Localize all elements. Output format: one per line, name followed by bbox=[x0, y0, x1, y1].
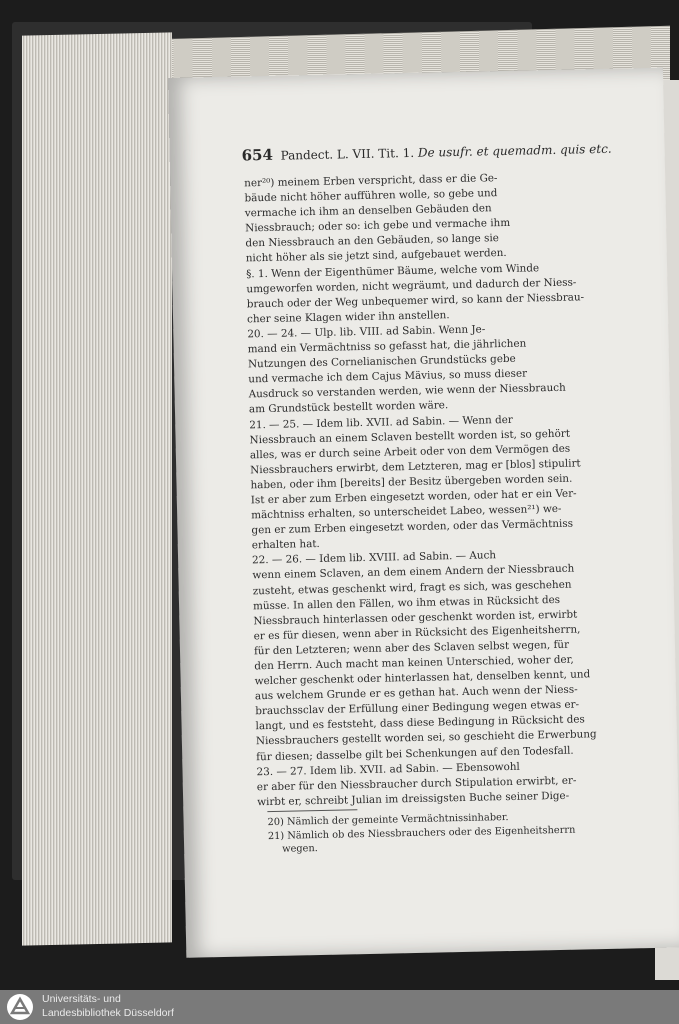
text-line: Niessbrauchers erwirbt, dem Letzteren, mag er [blos] stipulirt bbox=[250, 457, 581, 477]
footnote-21: 21) Nämlich ob des Niessbrauchers oder des Eigenheitsherrn bbox=[267, 824, 576, 842]
text-line: mächtniss erhalten, so unterscheidet Labeo, wessen²¹) we- bbox=[251, 502, 562, 522]
page-number: 654 bbox=[241, 145, 274, 165]
text-line: aus welchem Grunde er es gethan hat. Auch wenn der Niess- bbox=[254, 683, 578, 703]
text-line: Ausdruck so verstanden werden, wie wenn der Niessbrauch bbox=[248, 382, 566, 401]
text-line: alles, was er durch seine Arbeit oder von dem Vermögen des bbox=[249, 442, 571, 462]
text-line: cher seine Klagen wider ihn anstellen. bbox=[246, 308, 450, 326]
text-line: Ist er aber zum Erben eingesetzt worden, oder hat er ein Ver- bbox=[250, 487, 577, 507]
text-line: er aber für den Niessbraucher durch Stipulation erwirbt, er- bbox=[256, 774, 577, 794]
text-line: den Niessbrauch an den Gebäuden, so lange sie bbox=[245, 232, 499, 250]
text-line: Niessbrauchers gestellt worden sei, so geschieht die Erwerbung bbox=[255, 728, 597, 748]
text-line: erhalten hat. bbox=[251, 538, 320, 552]
text-line: den Herrn. Auch macht man keinen Unterschied, woher der, bbox=[254, 653, 574, 673]
text-line: wirbt er, schreibt Julian im dreissigsten Buche seiner Dige- bbox=[257, 789, 570, 809]
text-line: wenn einem Sclaven, an dem einem Andern der Niessbrauch bbox=[252, 563, 575, 582]
text-line: nicht höher als sie jetzt sind, aufgebauet werden. bbox=[245, 247, 507, 265]
text-line: welcher geschenkt oder hinterlassen hat, denselben kennt, und bbox=[254, 668, 591, 688]
text-line: Niessbrauch; oder so: ich gebe und vermache ihm bbox=[245, 217, 511, 235]
text-line: 23. — 27. Idem lib. XVII. ad Sabin. — Ebensowohl bbox=[256, 760, 520, 778]
text-line: Niessbrauch hinterlassen oder geschenkt worden ist, erwirbt bbox=[253, 608, 578, 628]
body-text bbox=[244, 168, 655, 810]
text-line: §. 1. Wenn der Eigenthümer Bäume, welche vom Winde bbox=[245, 261, 540, 280]
text-line: mand ein Vermächtniss so gefasst hat, die jährlichen bbox=[247, 337, 527, 356]
text-line: Niessbrauch an einem Sclaven bestellt worden ist, so gehört bbox=[249, 427, 571, 446]
library-name-line1: Universitäts- und bbox=[42, 993, 121, 1005]
library-footer bbox=[0, 990, 679, 1024]
running-title: Pandect. L. VII. Tit. 1. bbox=[280, 145, 415, 163]
text-line: er es für diesen, wenn aber in Rücksicht des Eigenheitsherrn, bbox=[253, 623, 581, 643]
book-page bbox=[168, 68, 679, 958]
text-line: 21. — 25. — Idem lib. XVII. ad Sabin. — Wenn der bbox=[249, 413, 513, 431]
text-line: am Grundstück bestellt worden wäre. bbox=[248, 399, 449, 416]
text-line: gen er zum Erben eingesetzt worden, oder das Vermächtniss bbox=[251, 517, 574, 537]
text-line: vermache ich ihm an denselben Gebäuden den bbox=[244, 202, 492, 220]
library-name bbox=[42, 993, 174, 1020]
text-line: bäude nicht höher aufführen wolle, so gebe und bbox=[244, 187, 498, 205]
footnotes bbox=[267, 803, 668, 857]
library-name-line2: Landesbibliothek Düsseldorf bbox=[42, 1006, 174, 1019]
page-edges-left bbox=[22, 32, 172, 945]
running-header bbox=[241, 138, 651, 165]
footnote-20: 20) Nämlich der gemeinte Vermächtnissinhaber. bbox=[267, 812, 509, 829]
text-line: langt, und es feststeht, dass diese Bedingung in Rücksicht des bbox=[255, 713, 585, 733]
text-line: brauchssclav der Erfüllung einer Bedingung wegen etwas er- bbox=[255, 698, 580, 718]
text-line: für den Letzteren; wenn aber des Sclaven selbst wegen, für bbox=[253, 638, 570, 658]
text-line: ner²⁰) meinem Erben verspricht, dass er die Ge- bbox=[244, 172, 498, 190]
library-logo-icon bbox=[6, 993, 34, 1021]
text-line: für diesen; dasselbe gilt bei Schenkungen auf den Todesfall. bbox=[256, 744, 574, 763]
text-line: müsse. In allen den Fällen, wo ihm etwas in Rücksicht des bbox=[252, 593, 561, 612]
text-line: brauch oder der Weg unbequemer wird, so kann der Niessbrau- bbox=[246, 291, 585, 311]
text-line: Nutzungen des Cornelianischen Grundstücks gebe bbox=[247, 352, 516, 371]
text-line: und vermache ich dem Cajus Mävius, so muss dieser bbox=[248, 367, 528, 386]
text-line: umgeworfen worden, nicht wegräumt, und dadurch der Niess- bbox=[246, 276, 577, 296]
text-line: 20. — 24. — Ulp. lib. VIII. ad Sabin. Wenn Je- bbox=[247, 323, 486, 341]
text-line: 22. — 26. — Idem lib. XVIII. ad Sabin. — Auch bbox=[252, 549, 497, 567]
text-line: haben, oder ihm [bereits] der Besitz übergeben worden sein. bbox=[250, 472, 573, 492]
running-title-italic: De usufr. et quemadm. quis etc. bbox=[417, 141, 612, 160]
text-line: zusteht, etwas geschenkt wird, fragt es sich, was geschehen bbox=[252, 578, 572, 597]
footnote-21-cont: wegen. bbox=[282, 843, 318, 855]
